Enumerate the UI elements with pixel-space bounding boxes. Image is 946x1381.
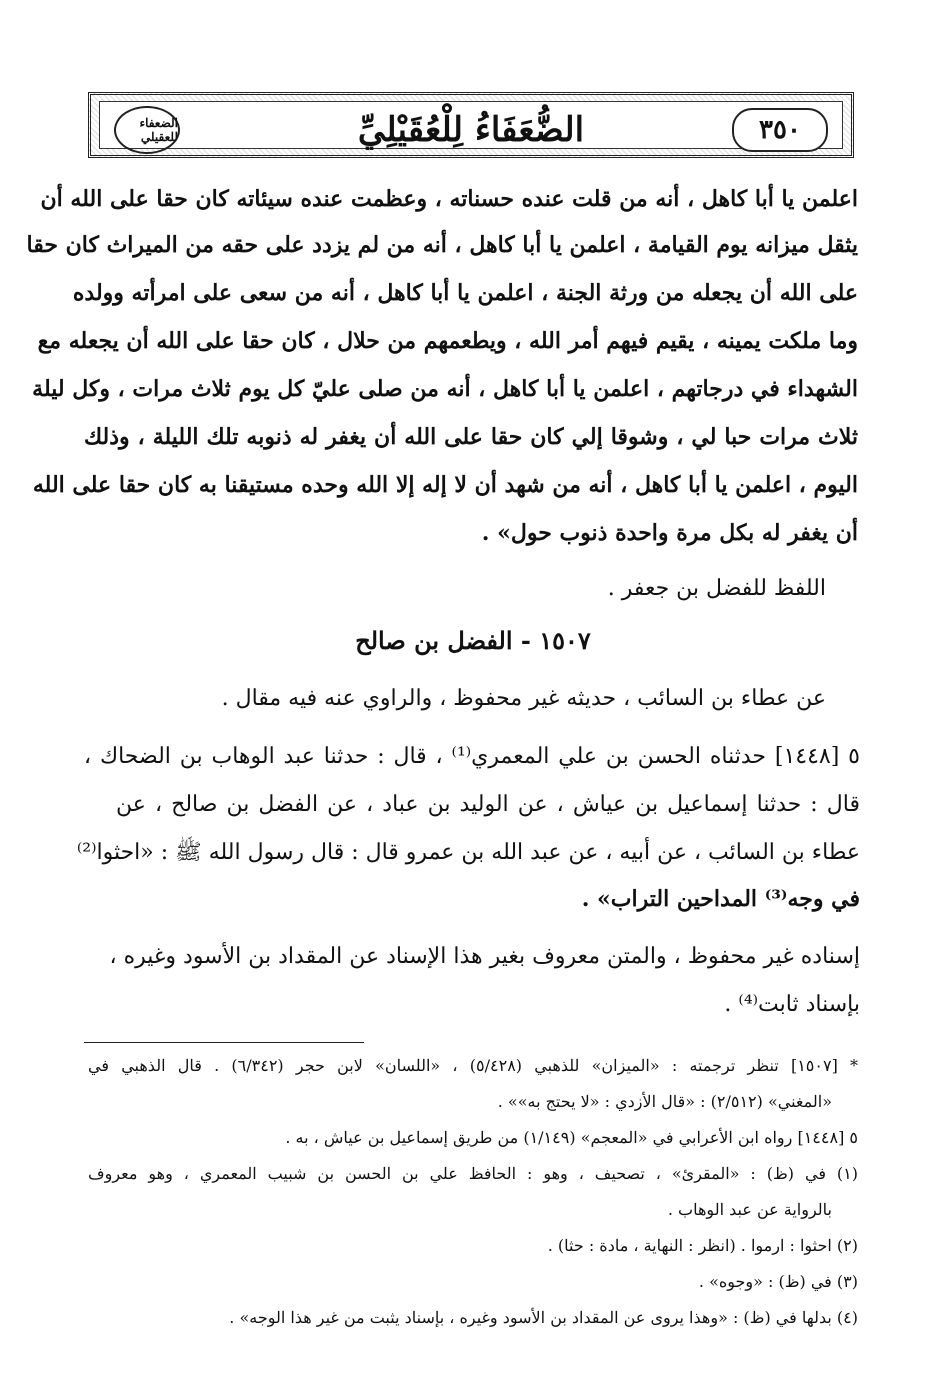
hadith-line: عطاء بن السائب ، عن أبيه ، عن عبد الله بن عمرو قال : قال رسول الله ﷺ : «احثوا⁽²⁾ bbox=[76, 840, 860, 865]
hadith-line: قال : حدثنا إسماعيل بن عياش ، عن الوليد بن عباد ، عن الفضل بن صالح ، عن bbox=[116, 792, 860, 817]
entry-intro: عن عطاء بن السائب ، حديثه غير محفوظ ، والراوي عنه فيه مقال . bbox=[221, 686, 826, 711]
body-line: الشهداء في درجاتهم ، اعلمن يا أبا كاهل ، أنه من صلى عليّ كل يوم ثلاث مرات ، وكل ليلة bbox=[32, 376, 858, 402]
hadith-line: ٥ [١٤٤٨] حدثناه الحسن بن علي المعمري⁽¹⁾ ، قال : حدثنا عبد الوهاب بن الضحاك ، bbox=[84, 744, 860, 769]
entry-heading: ١٥٠٧ - الفضل بن صالح bbox=[355, 626, 591, 655]
body-line: أن يغفر له بكل مرة واحدة ذنوب حول» . bbox=[481, 520, 858, 546]
footnote-line: * [١٥٠٧] تنظر ترجمته : «الميزان» للذهبي (٥/٤٢٨) ، «اللسان» لابن حجر (٦/٣٤٢) . قال الذهبي في bbox=[88, 1056, 859, 1075]
body-line: اعلمن يا أبا كاهل ، أنه من قلت عنده حسناته ، وعظمت عنده سيئاته كان حقا على الله أن bbox=[40, 186, 858, 212]
body-line: ثلاث مرات حبا لي ، وشوقا إلي كان حقا على الله أن يغفر له ذنوبه تلك الليلة ، وذلك bbox=[84, 424, 858, 450]
footnote-line: بالرواية عن عبد الوهاب . bbox=[667, 1200, 832, 1219]
footnote-line: «المغني» (٢/٥١٢) : «قال الأزدي : «لا يحتج به»» . bbox=[497, 1092, 832, 1111]
footnote-line: ٥ [١٤٤٨] رواه ابن الأعرابي في «المعجم» (١/١٤٩) من طريق إسماعيل بن عياش ، به . bbox=[285, 1128, 858, 1147]
book-title: الضُّعَفَاءُ لِلْعُقَيْلِيِّ bbox=[357, 110, 585, 150]
page-number: ٣٥٠ bbox=[732, 108, 828, 152]
body-line: وما ملكت يمينه ، يقيم فيهم أمر الله ، ويطعمهم من حلال ، كان حقا على الله أن يجعله مع bbox=[37, 328, 858, 354]
footnote-line: (٢) احثوا : ارموا . (انظر : النهاية ، مادة : حثا) . bbox=[547, 1236, 858, 1255]
body-line: اليوم ، اعلمن يا أبا كاهل ، أنه من شهد أن لا إله إلا الله وحده مستيقنا به كان حقا على الله bbox=[32, 472, 858, 498]
footnote-line: (١) في (ظ) : «المقرئ» ، تصحيف ، وهو : الحافظ علي بن الحسن بن شبيب المعمري ، وهو معروف bbox=[88, 1164, 858, 1183]
hadith-line: في وجه⁽³⁾ المداحين التراب» . bbox=[581, 886, 860, 912]
body-line: يثقل ميزانه يوم القيامة ، اعلمن يا أبا كاهل ، أنه من لم يزدد على حقه من الميراث كان حقا bbox=[26, 232, 858, 258]
footnote-divider bbox=[84, 1042, 364, 1043]
footnote-line: (٣) في (ظ) : «وجوه» . bbox=[698, 1272, 858, 1291]
comment-line: إسناده غير محفوظ ، والمتن معروف بغير هذا الإسناد عن المقداد بن الأسود وغيره ، bbox=[109, 944, 860, 969]
header-frame bbox=[99, 101, 843, 149]
book-emblem: الضعفاء للعقيلي bbox=[114, 106, 180, 154]
page-header bbox=[88, 92, 854, 158]
body-line: على الله أن يجعله من ورثة الجنة ، اعلمن يا أبا كاهل ، أنه من سعى على امرأته وولده bbox=[72, 280, 858, 306]
attribution-note: اللفظ للفضل بن جعفر . bbox=[607, 576, 826, 601]
comment-line: بإسناد ثابت⁽⁴⁾ . bbox=[724, 992, 860, 1017]
footnote-line: (٤) بدلها في (ظ) : «وهذا يروى عن المقداد بن الأسود وغيره ، بإسناد يثبت من غير هذا الوجه» . bbox=[229, 1308, 858, 1327]
